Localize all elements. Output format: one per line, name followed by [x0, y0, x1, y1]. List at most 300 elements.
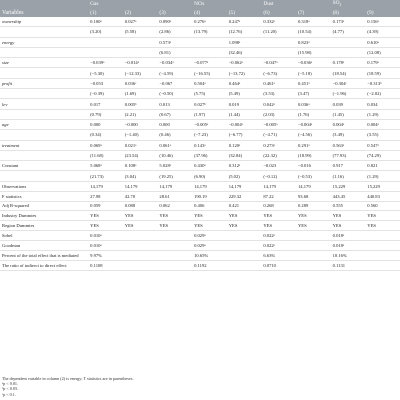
column-number: (7) — [296, 8, 331, 17]
table-cell: 5.028ᵃ — [157, 161, 192, 171]
table-row — [0, 119, 400, 129]
table-cell: −0.023 — [261, 161, 296, 171]
table-row — [0, 150, 400, 160]
stat-row — [0, 211, 400, 221]
table-cell: 443.45 — [331, 191, 366, 201]
table-cell: −0.034ᵃ — [157, 58, 192, 68]
table-cell: (−4.56) — [296, 130, 331, 140]
table-cell: 0.004ᵃ — [331, 119, 366, 129]
table-cell: 0.022ᵃ — [261, 231, 296, 241]
table-cell — [296, 260, 331, 270]
table-cell: (10.46) — [157, 150, 192, 160]
table-cell: 14,179 — [123, 181, 158, 191]
table-cell — [88, 37, 123, 47]
group-header-cell: Gas — [88, 0, 123, 8]
table-cell — [227, 260, 262, 270]
table-cell: (23.54) — [123, 150, 158, 160]
table-cell: 0.062 — [157, 201, 192, 211]
table-cell: (1.76) — [296, 109, 331, 119]
table-cell: (−7.23) — [192, 130, 227, 140]
table-cell: −0.313ᵇ — [365, 78, 400, 88]
table-cell: (37.96) — [192, 150, 227, 160]
column-number: (5) — [227, 8, 262, 17]
row-label: ownership — [0, 17, 88, 27]
table-cell: 0.018ᵃ — [331, 231, 366, 241]
table-cell: 0.088 — [123, 201, 158, 211]
stat-row — [0, 191, 400, 201]
stat-row — [0, 250, 400, 260]
table-row — [0, 47, 400, 57]
stat-row — [0, 181, 400, 191]
table-cell: 0.000 — [157, 119, 192, 129]
table-cell: 0.547ᵃ — [365, 140, 400, 150]
table-cell: 0.021ᵃ — [123, 140, 158, 150]
table-cell: 0.273ᵃ — [261, 140, 296, 150]
table-cell — [123, 47, 158, 57]
table-cell: (1.16) — [331, 171, 366, 181]
table-cell — [157, 231, 192, 241]
table-cell: 0.156ᵃ — [365, 17, 400, 27]
table-cell: 0.027ᵇ — [192, 99, 227, 109]
table-cell: YES — [123, 211, 158, 221]
row-label — [0, 171, 88, 181]
table-row — [0, 37, 400, 47]
table-row — [0, 58, 400, 68]
row-label: Constant — [0, 161, 88, 171]
table-cell: −0.304ᶜ — [331, 78, 366, 88]
group-header-cell — [123, 0, 158, 8]
table-cell: 0.179ᵃ — [365, 58, 400, 68]
table-cell: YES — [88, 221, 123, 231]
group-header-row — [0, 0, 400, 8]
table-cell: 0.268 — [261, 201, 296, 211]
table-cell: 0.1192 — [192, 260, 227, 270]
stat-label: Region Dummies — [0, 221, 88, 231]
table-cell: −0.077ᵃ — [192, 58, 227, 68]
table-cell: 9.97% — [88, 250, 123, 260]
table-cell — [296, 241, 331, 251]
table-cell: 0.036ᵃ — [296, 99, 331, 109]
column-number-row — [0, 8, 400, 17]
table-cell: 0.421 — [227, 201, 262, 211]
table-cell: (74.29) — [365, 150, 400, 160]
table-cell: (5.75) — [192, 89, 227, 99]
table-cell: (−16.55) — [192, 68, 227, 78]
row-label: age — [0, 119, 88, 129]
table-cell: 14,179 — [296, 181, 331, 191]
table-cell — [123, 231, 158, 241]
table-cell: 14,179 — [192, 181, 227, 191]
column-number: (4) — [192, 8, 227, 17]
table-cell: 10.65% — [192, 250, 227, 260]
stat-row — [0, 260, 400, 270]
table-cell: 0.010ᵃ — [88, 241, 123, 251]
table-cell: (−6.77) — [227, 130, 262, 140]
table-cell: (−5.30) — [88, 68, 123, 78]
table-cell: 0.573ᵃ — [157, 37, 192, 47]
table-cell: (1.45) — [331, 109, 366, 119]
table-cell: (−0.12) — [261, 171, 296, 181]
stat-label: Sobel — [0, 231, 88, 241]
table-cell: YES — [88, 211, 123, 221]
table-cell: (5.49) — [227, 89, 262, 99]
note-line: ᵃp < 0.01. — [2, 381, 19, 387]
table-cell: 0.1108 — [88, 260, 123, 270]
table-cell: 0.013 — [157, 99, 192, 109]
table-cell: (2.03) — [261, 109, 296, 119]
table-cell: −0.004ᵃ — [296, 119, 331, 129]
table-cell: 1.098ᵃ — [227, 37, 262, 47]
table-row — [0, 130, 400, 140]
row-label: profit — [0, 78, 88, 88]
table-cell: (12.08) — [365, 47, 400, 57]
table-cell: 0.312ᵃ — [227, 161, 262, 171]
stat-row — [0, 221, 400, 231]
row-label: treatment — [0, 140, 88, 150]
table-cell: 0.010ᵃ — [88, 231, 123, 241]
group-header-cell — [296, 0, 331, 8]
table-cell: −0.039ᵃ — [88, 58, 123, 68]
table-cell: (−13.72) — [227, 68, 262, 78]
table-cell — [227, 241, 262, 251]
table-cell: (−2.02) — [365, 89, 400, 99]
table-cell: 0.039 — [331, 99, 366, 109]
table-cell — [157, 260, 192, 270]
stat-label: Observations — [0, 181, 88, 191]
row-label — [0, 109, 88, 119]
stat-row — [0, 231, 400, 241]
variables-header: Variables — [0, 8, 88, 17]
table-cell: 0.821 — [365, 161, 400, 171]
table-cell — [157, 250, 192, 260]
column-number: (1) — [88, 8, 123, 17]
table-cell: 0.005ᵇ — [123, 99, 158, 109]
table-cell: 0.451ᵃ — [296, 78, 331, 88]
table-cell: −0.053 — [88, 78, 123, 88]
table-cell: 5.068ᵃ — [88, 161, 123, 171]
table-cell: 14,179 — [157, 181, 192, 191]
table-cell: 0.406 — [192, 201, 227, 211]
table-cell: YES — [192, 211, 227, 221]
table-cell: YES — [157, 211, 192, 221]
table-cell: 0.464ᵃ — [227, 78, 262, 88]
table-cell: 0.017 — [88, 99, 123, 109]
table-cell: YES — [157, 221, 192, 231]
table-cell: 0.1131 — [331, 260, 366, 270]
table-cell: 0.291ᵃ — [296, 140, 331, 150]
note-line: The dependent variable in column (2) is energy; T statistics are in parentheses. — [2, 376, 134, 381]
table-row — [0, 140, 400, 150]
table-cell: 0.019 — [227, 99, 262, 109]
table-cell — [261, 37, 296, 47]
table-cell: (21.73) — [88, 171, 123, 181]
table-cell: 0.000 — [88, 119, 123, 129]
group-header-cell — [365, 0, 400, 8]
group-header-cell: $SO_2$ — [331, 0, 366, 8]
table-cell: (0.46) — [157, 130, 192, 140]
table-cell: (3.47) — [296, 89, 331, 99]
table-notes — [2, 376, 134, 397]
table-cell: (−4.71) — [261, 130, 296, 140]
table-cell: 0.069ᵃ — [88, 140, 123, 150]
table-cell: 0.018ᵃ — [331, 241, 366, 251]
table-cell: 42.70 — [123, 191, 158, 201]
stat-label: Adj R-squared — [0, 201, 88, 211]
column-number: (2) — [123, 8, 158, 17]
table-cell: 0.173ᵃ — [331, 17, 366, 27]
table-cell: −0.000 — [123, 119, 158, 129]
table-cell: (3.53) — [261, 89, 296, 99]
group-header-cell — [0, 0, 88, 8]
table-cell: −0.005ᵃ — [192, 119, 227, 129]
table-cell: YES — [296, 221, 331, 231]
table-cell: 27.98 — [88, 191, 123, 201]
table-cell: (1.97) — [192, 109, 227, 119]
table-cell: (12.76) — [227, 27, 262, 37]
table-cell: 0.318ᵃ — [296, 17, 331, 27]
table-cell: 0.461ᵃ — [261, 78, 296, 88]
group-header-cell: Dust — [261, 0, 296, 8]
row-label — [0, 89, 88, 99]
table-cell: 0.0710 — [261, 260, 296, 270]
table-cell — [123, 250, 158, 260]
table-cell: 0.332ᵃ — [261, 17, 296, 27]
table-cell: (−0.50) — [157, 89, 192, 99]
group-header-cell: NOx — [192, 0, 227, 8]
table-cell: 0.823ᵃ — [296, 37, 331, 47]
table-cell: (4.39) — [365, 27, 400, 37]
table-cell: (11.20) — [261, 27, 296, 37]
table-cell: (18.59) — [365, 68, 400, 78]
row-label: energy — [0, 37, 88, 47]
table-cell: (−6.73) — [261, 68, 296, 78]
table-cell: 0.029ᵃ — [192, 231, 227, 241]
table-cell: (77.93) — [331, 150, 366, 160]
table-cell — [192, 37, 227, 47]
table-cell: 0.090ᵃ — [157, 17, 192, 27]
table-cell: (1.29) — [365, 171, 400, 181]
stat-row — [0, 201, 400, 211]
table-cell: −0.047ᵃ — [261, 58, 296, 68]
table-cell: YES — [261, 211, 296, 221]
note-line: ᵇp < 0.05. — [2, 386, 19, 392]
table-cell — [227, 250, 262, 260]
table-cell — [331, 37, 366, 47]
table-cell: −0.067 — [157, 78, 192, 88]
table-cell — [296, 231, 331, 241]
table-cell: (−0.39) — [88, 89, 123, 99]
table-cell: (2.21) — [123, 109, 158, 119]
table-cell: (−4.59) — [157, 68, 192, 78]
table-cell: (−0.53) — [296, 171, 331, 181]
table-cell: 6.63% — [261, 250, 296, 260]
table-cell: 0.061ᵃ — [157, 140, 192, 150]
table-cell: YES — [331, 221, 366, 231]
table-cell: (11.68) — [88, 150, 123, 160]
table-cell — [365, 231, 400, 241]
table-cell: YES — [123, 221, 158, 231]
table-cell — [123, 241, 158, 251]
table-cell: (3.49) — [331, 130, 366, 140]
table-cell: (1.29) — [365, 109, 400, 119]
table-cell — [365, 250, 400, 260]
table-cell — [365, 260, 400, 270]
table-cell: −0.004ᵃ — [227, 119, 262, 129]
table-cell: 190.19 — [192, 191, 227, 201]
table-cell: 0.143ᵃ — [192, 140, 227, 150]
row-label: lev — [0, 99, 88, 109]
table-cell — [227, 231, 262, 241]
stat-label: Percent of the total effect that is mediated — [0, 250, 88, 260]
table-cell: 0.610ᵃ — [365, 37, 400, 47]
table-cell — [88, 47, 123, 57]
stat-label: Goodman — [0, 241, 88, 251]
table-cell — [296, 250, 331, 260]
column-number: (9) — [365, 8, 400, 17]
table-cell: YES — [365, 211, 400, 221]
note-line: ᶜp < 0.1. — [2, 391, 16, 397]
table-cell: (6.90) — [192, 171, 227, 181]
table-row — [0, 68, 400, 78]
table-cell: (32.84) — [227, 150, 262, 160]
row-label — [0, 27, 88, 37]
table-cell: YES — [227, 211, 262, 221]
table-cell: YES — [331, 211, 366, 221]
table-cell: 0.430ᵃ — [192, 161, 227, 171]
table-cell — [192, 47, 227, 57]
stat-label: The ratio of indirect to direct effect — [0, 260, 88, 270]
table-cell: 0.036ᶜ — [123, 78, 158, 88]
stat-label: Industry Dummies — [0, 211, 88, 221]
table-cell: −0.005ᵃ — [261, 119, 296, 129]
table-cell: (0.79) — [88, 109, 123, 119]
table-cell — [261, 47, 296, 57]
table-cell: (15.98) — [296, 47, 331, 57]
table-cell: 0.027ᵃ — [123, 17, 158, 27]
stat-label: F statistics — [0, 191, 88, 201]
group-header-cell — [227, 0, 262, 8]
column-number: (3) — [157, 8, 192, 17]
table-cell — [331, 47, 366, 57]
row-label — [0, 130, 88, 140]
table-cell: (3.55) — [365, 130, 400, 140]
group-header-cell — [157, 0, 192, 8]
column-number: (8) — [331, 8, 366, 17]
row-label — [0, 150, 88, 160]
column-number: (6) — [261, 8, 296, 17]
table-cell: (10.54) — [296, 27, 331, 37]
table-cell: (0.67) — [157, 109, 192, 119]
table-cell: (1.44) — [227, 109, 262, 119]
table-cell: 87.22 — [261, 191, 296, 201]
table-cell: 0.034 — [365, 99, 400, 109]
table-cell: 0.022ᵃ — [261, 241, 296, 251]
table-cell: (−12.33) — [123, 68, 158, 78]
stat-row — [0, 241, 400, 251]
table-row — [0, 161, 400, 171]
table-cell: 0.917 — [331, 161, 366, 171]
table-cell: 0.108ᵃ — [123, 161, 158, 171]
table-cell: 0.029ᵃ — [192, 241, 227, 251]
table-cell: 10.16% — [331, 250, 366, 260]
table-cell — [157, 241, 192, 251]
table-cell: 0.276ᵃ — [192, 17, 227, 27]
table-cell: 0.042ᵃ — [261, 99, 296, 109]
table-cell: 0.120ᵃ — [227, 140, 262, 150]
table-cell: 0.247ᵃ — [227, 17, 262, 27]
table-row — [0, 171, 400, 181]
table-cell: 440.83 — [365, 191, 400, 201]
row-label: size — [0, 58, 88, 68]
table-cell: 0.560 — [365, 201, 400, 211]
table-cell: (2.86) — [157, 27, 192, 37]
table-cell: (4.77) — [331, 27, 366, 37]
table-cell: YES — [365, 221, 400, 231]
table-cell: (0.34) — [88, 130, 123, 140]
table-cell: −0.036ᵃ — [296, 58, 331, 68]
table-cell: (−1.96) — [331, 89, 366, 99]
table-cell: 0.563ᵃ — [331, 140, 366, 150]
table-cell: (3.04) — [123, 171, 158, 181]
table-row — [0, 17, 400, 27]
table-row — [0, 109, 400, 119]
table-cell: (5.58) — [123, 27, 158, 37]
table-cell: −0.014ᵃ — [123, 58, 158, 68]
table-cell: 14,179 — [227, 181, 262, 191]
table-cell: (19.25) — [157, 171, 192, 181]
table-cell: (22.32) — [261, 150, 296, 160]
table-cell: (3.20) — [88, 27, 123, 37]
table-row — [0, 99, 400, 109]
table-cell: 0.289 — [296, 201, 331, 211]
table-cell: YES — [227, 221, 262, 231]
table-cell: 0.178ᵃ — [331, 58, 366, 68]
row-label — [0, 47, 88, 57]
table-cell: (6.81) — [157, 47, 192, 57]
table-cell — [123, 37, 158, 47]
table-cell: 93.68 — [296, 191, 331, 201]
table-cell: −0.016 — [296, 161, 331, 171]
table-cell: 14,179 — [88, 181, 123, 191]
table-cell: 14,179 — [261, 181, 296, 191]
table-cell: (13.79) — [192, 27, 227, 37]
table-row — [0, 89, 400, 99]
table-cell: 15,229 — [365, 181, 400, 191]
table-cell: 0.504ᵃ — [192, 78, 227, 88]
table-cell: 0.059 — [88, 201, 123, 211]
table-cell: (1.69) — [123, 89, 158, 99]
table-cell: 15,229 — [331, 181, 366, 191]
table-cell: 0.004ᵃ — [365, 119, 400, 129]
table-cell: (18.54) — [331, 68, 366, 78]
table-cell: 229.32 — [227, 191, 262, 201]
table-cell: YES — [296, 211, 331, 221]
table-cell: YES — [192, 221, 227, 231]
table-cell: −0.062ᵃ — [227, 58, 262, 68]
row-label — [0, 68, 88, 78]
table-cell: (−1.40) — [123, 130, 158, 140]
table-cell: (−5.18) — [296, 68, 331, 78]
table-row — [0, 78, 400, 88]
table-cell: 28.61 — [157, 191, 192, 201]
table-cell: 0.555 — [331, 201, 366, 211]
table-cell: (18.99) — [296, 150, 331, 160]
table-cell: 0.100ᵃ — [88, 17, 123, 27]
table-row — [0, 27, 400, 37]
table-cell: (5.02) — [227, 171, 262, 181]
table-cell — [365, 241, 400, 251]
table-cell — [123, 260, 158, 270]
